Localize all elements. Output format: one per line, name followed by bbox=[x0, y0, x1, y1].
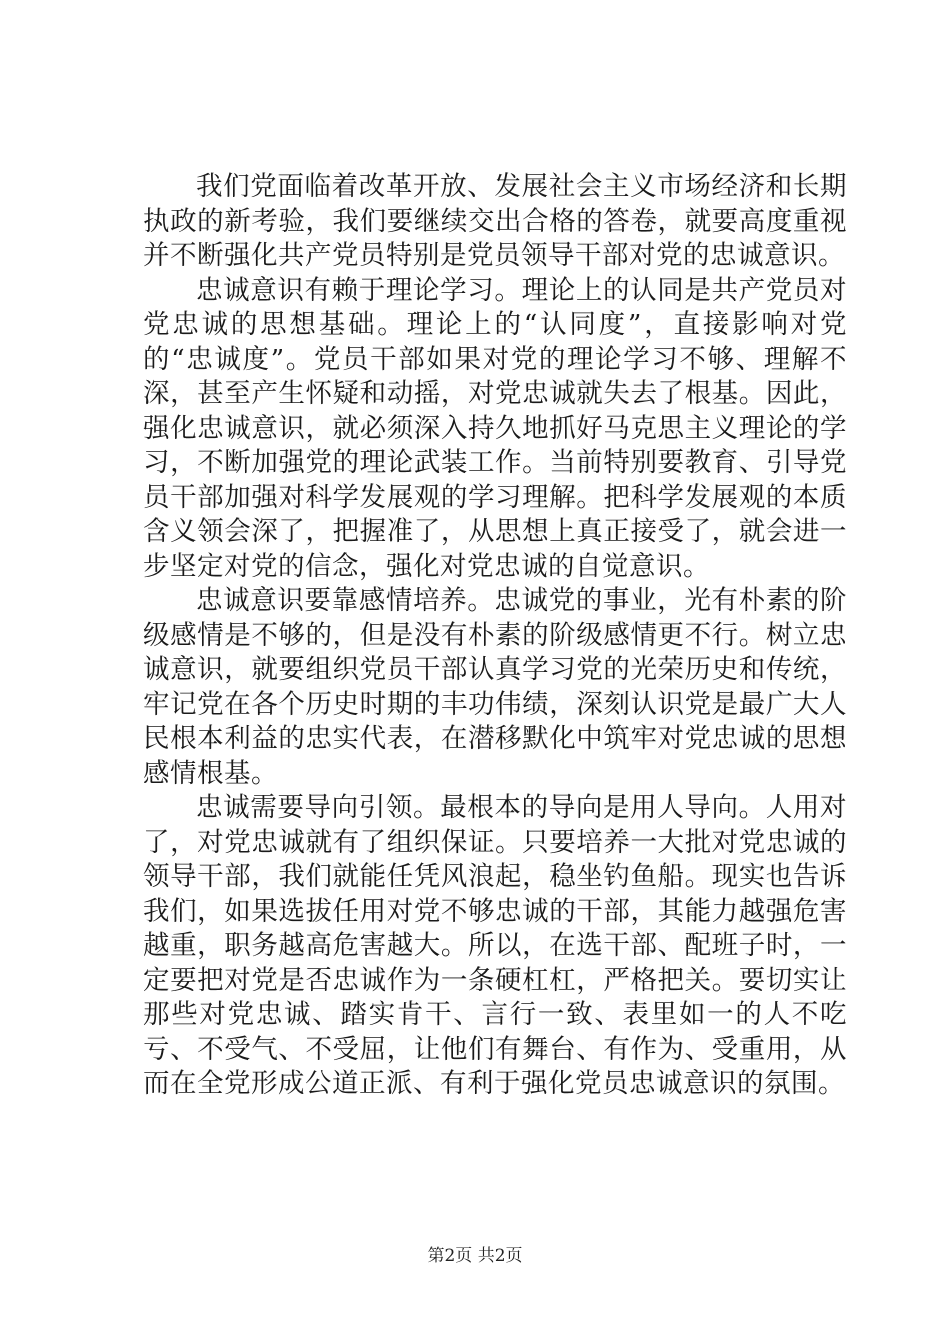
paragraph-4: 忠诚需要导向引领。最根本的导向是用人导向。人用对了，对党忠诚就有了组织保证。只要培养一大批对党忠诚的领导干部，我们就能任凭风浪起，稳坐钓鱼船。现实也告诉我们，如果选拔任用对党不够忠诚的干部，其能力越强危害越重，职务越高危害越大。所以，在选干部、配班子时，一定要把对党是否忠诚作为一条硬杠杠，严格把关。要切实让那些对党忠诚、踏实肯干、言行一致、表里如一的人不吃亏、不受气、不受屈，让他们有舞台、有作为、受重用，从而在全党形成公道正派、有利于强化党员忠诚意识的氛围。 bbox=[143, 792, 847, 1099]
paragraph-1: 我们党面临着改革开放、发展社会主义市场经济和长期执政的新考验，我们要继续交出合格的答卷，就要高度重视并不断强化共产党员特别是党员领导干部对党的忠诚意识。 bbox=[143, 171, 847, 271]
page-number-indicator: 第2页 共2页 bbox=[427, 1246, 523, 1266]
document-body bbox=[143, 170, 847, 1102]
paragraph-3: 忠诚意识要靠感情培养。忠诚党的事业，光有朴素的阶级感情是不够的，但是没有朴素的阶级感情更不行。树立忠诚意识，就要组织党员干部认真学习党的光荣历史和传统，牢记党在各个历史时期的丰功伟绩，深刻认识党是最广大人民根本利益的忠实代表，在潜移默化中筑牢对党忠诚的思想感情根基。 bbox=[143, 585, 847, 789]
paragraph-2: 忠诚意识有赖于理论学习。理论上的认同是共产党员对党忠诚的思想基础。理论上的“认同度”，直接影响对党的“忠诚度”。党员干部如果对党的理论学习不够、理解不深，甚至产生怀疑和动摇，对党忠诚就失去了根基。因此，强化忠诚意识，就必须深入持久地抓好马克思主义理论的学习，不断加强党的理论武装工作。当前特别要教育、引导党员干部加强对科学发展观的学习理解。把科学发展观的本质含义领会深了，把握准了，从思想上真正接受了，就会进一步坚定对党的信念，强化对党忠诚的自觉意识。 bbox=[143, 274, 847, 582]
page-footer bbox=[0, 1245, 950, 1267]
